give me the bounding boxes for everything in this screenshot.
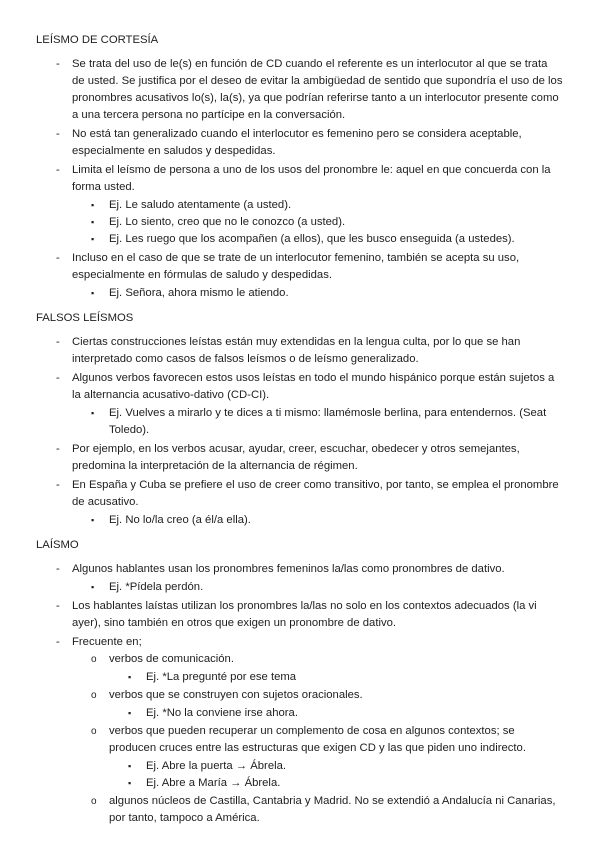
sub-item: o verbos de comunicación. ▪ Ej. *La pregunté por ese tema bbox=[72, 651, 563, 686]
list-item: - Algunos hablantes usan los pronombres femeninos la/las como pronombres de dativo. ▪ Ej. *Pídela perdón. bbox=[36, 561, 563, 596]
example-item: ▪ Ej. Señora, ahora mismo le atiendo. bbox=[72, 285, 563, 302]
list-item: - Ciertas construcciones leístas están muy extendidas en la lengua culta, por lo que se han interpretado como casos de falsos leísmos o de leísmo generalizado. bbox=[36, 334, 563, 368]
section-falsos-leismos bbox=[36, 310, 563, 529]
example-list bbox=[109, 669, 563, 686]
sub-item: o verbos que se construyen con sujetos oracionales. ▪ Ej. *No la conviene irse ahora. bbox=[72, 687, 563, 722]
example-list bbox=[72, 512, 563, 529]
example-item: ▪ Ej. Lo siento, creo que no le conozco (a usted). bbox=[72, 214, 563, 231]
section-laismo bbox=[36, 537, 563, 827]
example-list bbox=[72, 285, 563, 302]
list-item: - Frecuente en; o verbos de comunicación. ▪ Ej. *La pregunté por ese tema o verbos que se construyen con sujetos oracionales. ▪ Ej. *No la conviene irse ahora. o verbos que pueden recuperar un complemento de cosa en algunos contextos; se producen cruces entre las estructuras que exigen CD y las que piden uno indirecto. ▪ Ej. Abre la puerta → Ábrela. ▪ Ej. Abre a María → Ábrela. o algunos núcleos de Castilla, Cantabria y Madrid. No se extendió a Andalucía ni Canarias, por tanto, tampoco a América. bbox=[36, 634, 563, 827]
example-list bbox=[72, 579, 563, 596]
bullet-list bbox=[36, 561, 563, 827]
section-leismo-cortesia bbox=[36, 32, 563, 302]
example-list bbox=[72, 197, 563, 248]
example-list bbox=[109, 758, 563, 792]
bullet-list bbox=[36, 56, 563, 302]
bullet-list bbox=[36, 334, 563, 529]
example-item: ▪ Ej. No lo/la creo (a él/a ella). bbox=[72, 512, 563, 529]
example-list bbox=[72, 405, 563, 439]
example-item: ▪ Ej. Abre a María → Ábrela. bbox=[109, 775, 563, 792]
example-item: ▪ Ej. Abre la puerta → Ábrela. bbox=[109, 758, 563, 775]
example-list bbox=[109, 705, 563, 722]
section-heading: LEÍSMO DE CORTESÍA bbox=[36, 34, 159, 46]
example-item: ▪ Ej. *La pregunté por ese tema bbox=[109, 669, 563, 686]
example-item: ▪ Ej. Les ruego que los acompañen (a ellos), que les busco enseguida (a ustedes). bbox=[72, 231, 563, 248]
list-item: - Incluso en el caso de que se trate de un interlocutor femenino, también se acepta su uso, especialmente en fórmulas de saludo y despedidas. ▪ Ej. Señora, ahora mismo le atiendo. bbox=[36, 250, 563, 302]
example-item: ▪ Ej. *Pídela perdón. bbox=[72, 579, 563, 596]
example-item: ▪ Ej. Le saludo atentamente (a usted). bbox=[72, 197, 563, 214]
example-item: ▪ Ej. Vuelves a mirarlo y te dices a ti mismo: llamémosle berlina, para entendernos. (Seat Toledo). bbox=[72, 405, 563, 439]
section-heading: FALSOS LEÍSMOS bbox=[36, 312, 134, 324]
example-item: ▪ Ej. *No la conviene irse ahora. bbox=[109, 705, 563, 722]
list-item: - Los hablantes laístas utilizan los pronombres la/las no solo en los contextos adecuados (la vi ayer), sino también en otros que exigen un pronombre de dativo. bbox=[36, 598, 563, 632]
sub-item: o algunos núcleos de Castilla, Cantabria y Madrid. No se extendió a Andalucía ni Canarias, por tanto, tampoco a América. bbox=[72, 793, 563, 827]
list-item: - Por ejemplo, en los verbos acusar, ayudar, creer, escuchar, obedecer y otros semejantes, predomina la interpretación de la alternancia de régimen. bbox=[36, 441, 563, 475]
sub-item: o verbos que pueden recuperar un complemento de cosa en algunos contextos; se producen cruces entre las estructuras que exigen CD y las que piden uno indirecto. ▪ Ej. Abre la puerta → Ábrela. ▪ Ej. Abre a María → Ábrela. bbox=[72, 723, 563, 792]
sub-list bbox=[72, 651, 563, 827]
list-item: - En España y Cuba se prefiere el uso de creer como transitivo, por tanto, se emplea el pronombre de acusativo. ▪ Ej. No lo/la creo (a él/a ella). bbox=[36, 477, 563, 529]
list-item: - Algunos verbos favorecen estos usos leístas en todo el mundo hispánico porque están sujetos a la alternancia acusativo-dativo (CD-CI). ▪ Ej. Vuelves a mirarlo y te dices a ti mismo: llamémosle berlina, para entendernos. (Seat Toledo). bbox=[36, 370, 563, 439]
list-item: - Se trata del uso de le(s) en función de CD cuando el referente es un interlocutor al que se trata de usted. Se justifica por el deseo de evitar la ambigüedad de sentido que supondría el uso de los pronombres acusativos lo(s), la(s), ya que podrían referirse tanto a un interlocutor presente como a una tercera persona no partícipe en la conversación. bbox=[36, 56, 563, 124]
list-item: - No está tan generalizado cuando el interlocutor es femenino pero se considera aceptable, especialmente en saludos y despedidas. bbox=[36, 126, 563, 160]
section-heading: LAÍSMO bbox=[36, 539, 79, 551]
list-item: - Limita el leísmo de persona a uno de los usos del pronombre le: aquel en que concuerda con la forma usted. ▪ Ej. Le saludo atentamente (a usted). ▪ Ej. Lo siento, creo que no le conozco (a usted). ▪ Ej. Les ruego que los acompañen (a ellos), que les busco enseguida (a ustedes). bbox=[36, 162, 563, 248]
